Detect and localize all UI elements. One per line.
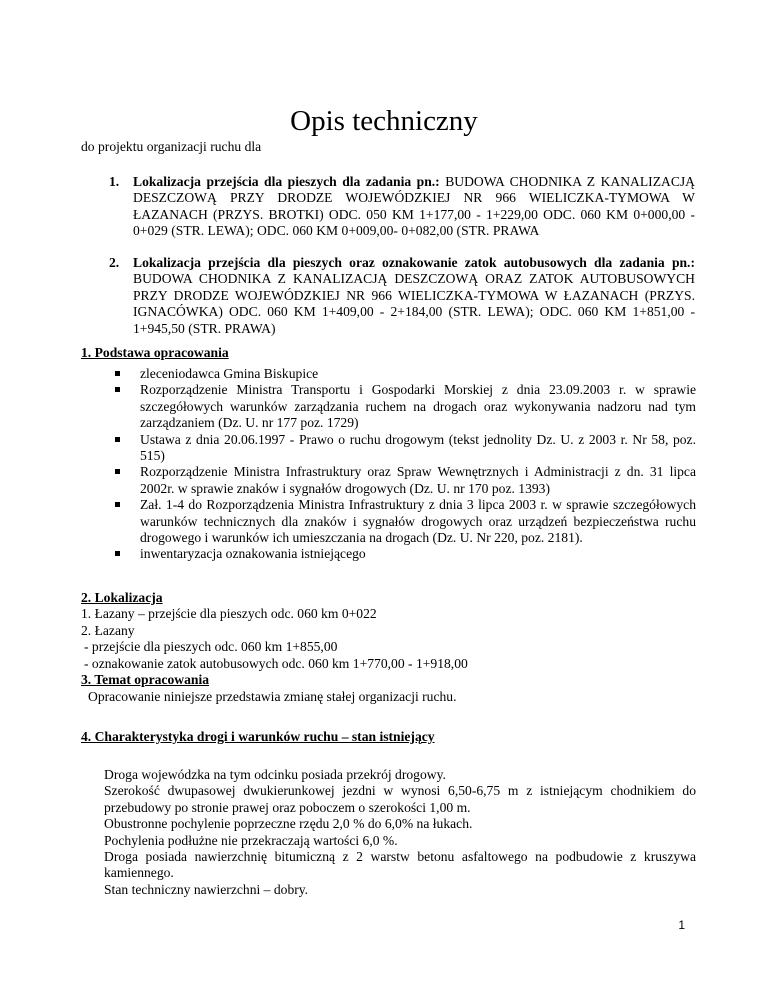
topic-text: Opracowanie niniejsze przedstawia zmianę stałej organizacji ruchu. [88, 689, 457, 704]
section-heading-2: 2. Lokalizacja [81, 590, 163, 605]
project-lead: Lokalizacja przejścia dla pieszych dla zadania pn.: [133, 174, 440, 189]
road-desc-line: Pochylenia podłużne nie przekraczają wartości 6,0 %. [104, 832, 398, 848]
section-4-body [104, 767, 696, 898]
road-desc-line: Obustronne pochylenie poprzeczne rzędu 2,0 % do 6,0% na łukach. [104, 816, 473, 832]
list-item [115, 432, 696, 465]
project-number: 1. [109, 174, 120, 189]
project-item-1 [109, 174, 695, 240]
list-item [115, 546, 696, 562]
section-heading-3: 3. Temat opracowania [81, 672, 210, 688]
section-2 [81, 590, 696, 688]
road-desc-line: Droga wojewódzka na tym odcinku posiada przekrój drogowy. [104, 767, 446, 782]
project-number: 2. [109, 255, 120, 270]
document-subtitle: do projektu organizacji ruchu dla [81, 139, 262, 154]
location-line: 1. Łazany – przejście dla pieszych odc. 060 km 0+022 [81, 606, 377, 622]
page-number: 1 [678, 918, 685, 932]
list-item [115, 497, 696, 546]
bullet-icon [115, 502, 120, 507]
section-heading-1: 1. Podstawa opracowania [81, 345, 229, 360]
bullet-icon [115, 469, 120, 474]
bullet-icon [115, 551, 120, 556]
bullet-icon [115, 387, 120, 392]
project-text: BUDOWA CHODNIKA Z KANALIZACJĄ DESZCZOWĄ PRZY DRODZE WOJEWÓDZKIEJ NR 966 WIELICZKA-TYMOWA W ŁAZANACH (PRZYS. BROTKI) ODC. 050 KM 1+177,00 - 1+229,00 ODC. 060 KM 0+000,00 - 0+029 (STR. LEWA); ODC. 060 KM 0+009,00- 0+082,00 (STR. PRAWA [133, 174, 695, 239]
list-item-text: inwentaryzacja oznakowania istniejącego [140, 546, 366, 562]
bullet-icon [115, 437, 120, 442]
project-item-2 [109, 255, 695, 337]
list-item-text: Zał. 1-4 do Rozporządzenia Ministra Infrastruktury z dnia 3 lipca 2003 r. w sprawie szczegółowych warunków technicznych dla znaków i sygnałów drogowych oraz urządzeń bezpieczeństwa ruchu drogowego i warunków ich umieszczania na drogach (Dz. U. Nr 220, poz. 2181). [140, 497, 696, 546]
location-line: - oznakowanie zatok autobusowych odc. 060 km 1+770,00 - 1+918,00 [84, 655, 468, 671]
road-desc-line: Droga posiada nawierzchnię bitumiczną z 2 warstw betonu asfaltowego na podbudowie z kruszywa kamiennego. [104, 849, 696, 881]
list-item-text: Rozporządzenie Ministra Infrastruktury oraz Spraw Wewnętrznych i Administracji z dn. 31 lipca 2002r. w sprawie znaków i sygnałów drogowych (Dz. U. nr 170 poz. 1393) [140, 464, 696, 496]
list-item-text: Ustawa z dnia 20.06.1997 - Prawo o ruchu drogowym (tekst jednolity Dz. U. z 2003 r. Nr 58, poz. 515) [140, 431, 696, 464]
project-text: BUDOWA CHODNIKA Z KANALIZACJĄ DESZCZOWĄ ORAZ ZATOK AUTOBUSOWYCH PRZY DRODZE WOJEWÓDZKIEJ NR 966 WIELICZKA-TYMOWA W ŁAZANACH (PRZYS. IGNACÓWKA) ODC. 060 KM 1+409,00 - 2+184,00 (STR. LEWA); ODC. 060 KM 1+851,00 - 1+945,50 (STR. PRAWA) [133, 271, 695, 336]
document-title: Opis techniczny [290, 105, 478, 137]
list-item-text: zleceniodawca Gmina Biskupice [140, 366, 319, 381]
basis-list-block [115, 362, 696, 563]
list-item [115, 382, 696, 431]
location-line: - przejście dla pieszych odc. 060 km 1+855,00 [84, 639, 338, 655]
list-item [115, 464, 696, 497]
bullet-icon [115, 371, 120, 376]
road-desc-line: Szerokość dwupasowej dwukierunkowej jezdni w wynosi 6,50-6,75 m z istniejącym chodnikiem do przebudowy po stronie prawej oraz poboczem o szerokości 1,00 m. [104, 783, 696, 815]
list-item [115, 366, 696, 382]
location-line: 2. Łazany [81, 622, 135, 638]
road-desc-line: Stan techniczny nawierzchni – dobry. [104, 881, 309, 897]
basis-list [115, 366, 696, 563]
project-lead: Lokalizacja przejścia dla pieszych oraz oznakowanie zatok autobusowych dla zadania pn.: [133, 255, 695, 270]
section-heading-4: 4. Charakterystyka drogi i warunków ruchu – stan istniejący [81, 729, 435, 744]
list-item-text: Rozporządzenie Ministra Transportu i Gospodarki Morskiej z dnia 23.09.2003 r. w sprawie szczegółowych warunków zarządzania ruchem na drogach oraz wykonywania nadzoru nad tym zarządzaniem (Dz. U. nr 177 poz. 1729) [140, 382, 696, 431]
